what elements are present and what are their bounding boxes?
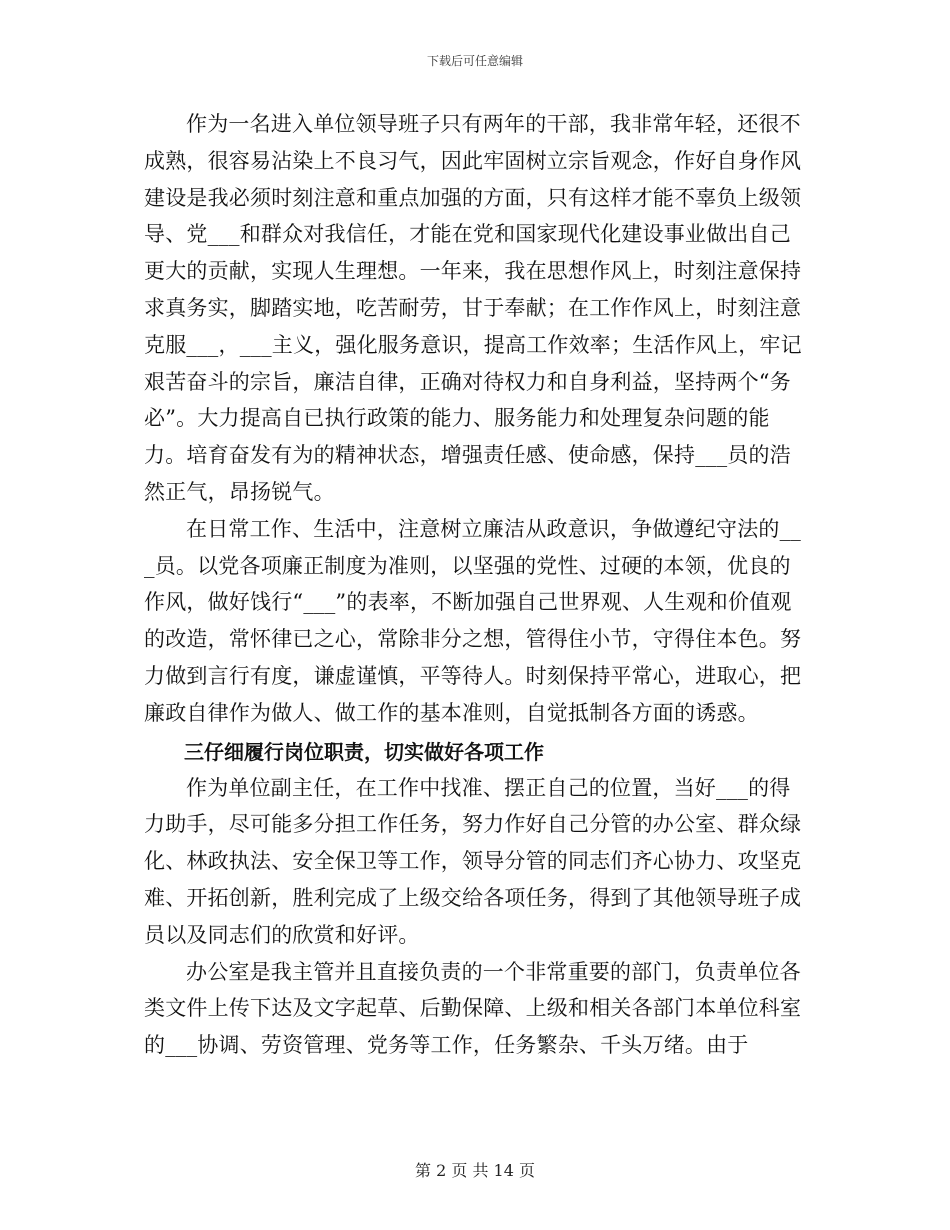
document-body — [144, 106, 804, 1064]
section-heading: 三仔细履行岗位职责，切实做好各项工作 — [184, 739, 544, 764]
paragraph-clean-governance: 在日常工作、生活中，注意树立廉洁从政意识，争做遵纪守法的___员。以党各项廉正制度为准则，以坚强的党性、过硬的本领，优良的作风，做好饯行“___”的表率，不断加强自己世界观、人生观和价值观的改造，常怀律已之心，常除非分之想，管得住小节，守得住本色。努力做到言行有度，谦虚谨慎，平等待人。时刻保持平常心，进取心，把廉政自律作为做人、做工作的基本准则，自觉抵制各方面的诱惑。 — [144, 516, 802, 725]
paragraph-office-management: 办公室是我主管并且直接负责的一个非常重要的部门，负责单位各类文件上传下达及文字起草、后勤保障、上级和相关各部门本单位科室的___协调、劳资管理、党务等工作，任务繁杂、千头万绪。由于 — [144, 959, 802, 1058]
page-header-note: 下载后可任意编辑 — [426, 54, 523, 68]
page-number: 第 2 页 共 14 页 — [415, 1161, 535, 1180]
paragraph-style-integrity: 作为一名进入单位领导班子只有两年的干部，我非常年轻，还很不成熟，很容易沾染上不良习气，因此牢固树立宗旨观念，作好自身作风建设是我必须时刻注意和重点加强的方面，只有这样才能不辜负上级领导、党___和群众对我信任，才能在党和国家现代化建设事业做出自己更大的贡献，实现人生理想。一年来，我在思想作风上，时刻注意保持求真务实，脚踏实地，吃苦耐劳，甘于奉献；在工作作风上，时刻注意克服___，___主义，强化服务意识，提高工作效率；生活作风上，牢记艰苦奋斗的宗旨，廉洁自律，正确对待权力和自身利益，坚持两个“务必”。大力提高自已执行政策的能力、服务能力和处理复杂问题的能力。培育奋发有为的精神状态，增强责任感、使命感，保持___员的浩然正气，昂扬锐气。 — [144, 112, 802, 504]
paragraph-deputy-director-duties: 作为单位副主任，在工作中找准、摆正自己的位置，当好___的得力助手，尽可能多分担工作任务，努力作好自己分管的办公室、群众绿化、林政执法、安全保卫等工作，领导分管的同志们齐心协力、攻坚克难、开拓创新，胜利完成了上级交给各项任务，得到了其他领导班子成员以及同志们的欣赏和好评。 — [144, 775, 802, 947]
